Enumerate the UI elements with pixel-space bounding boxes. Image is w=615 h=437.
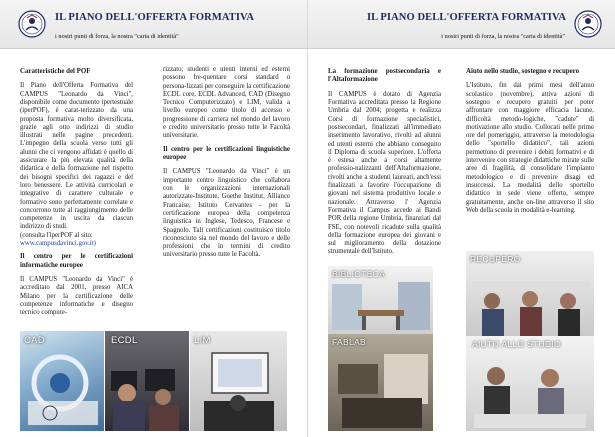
section-heading-lang-cert: Il centro per le certificazioni linguistiche europee [163,145,290,162]
right-header [308,0,615,49]
paragraph-lang-cert: Il CAMPUS "Leonardo da Vinci" è un importante centro linguistico che collabora con le organizzazioni internazionali autorizzate-Institute, Goethe Institut, Alliance Francaise, Istituto Cervantes - per la certificazione europea della competenza linguistica in Inglese, Tedesco, Francese e Spagnolo. Tali certificazioni costituisco titolo riconosciuto sia nel mondo del lavoro e delle professioni che in termini di credito universitario presso tutte le Facoltà. [163,168,290,259]
column-3 [328,68,441,262]
photo-caption-biblioteca: BIBLIOTECA [332,269,386,279]
photo-aiuto-studio [466,336,594,431]
photo-caption-recupero: RECUPERO [470,254,521,264]
section-heading-support: Aiuto nello studio, sostegno e recupero [466,68,580,75]
photo-biblioteca [328,266,433,334]
page-subtitle: i nostri punti di forza, la nostra "carta di identità" [441,33,565,40]
column-2 [163,66,290,265]
photo-recupero [466,251,594,336]
photo-fablab [328,334,433,431]
photo-caption-fablab: FABLAB [332,337,366,347]
left-page [0,0,307,437]
photo-caption-aiuto-studio: AIUTO ALLO STUDIO [472,339,562,349]
school-logo-icon [18,10,46,38]
left-header [0,0,307,49]
photo-cad [20,331,104,431]
photo-caption-ecdl: ECDL [111,335,138,346]
page-title: IL PIANO DELL'OFFERTA FORMATIVA [55,12,255,23]
column-1 [20,68,133,323]
photo-ecdl [105,331,189,431]
cad-drawing-icon [20,331,104,431]
paragraph-it-cert-cont: rizzato; studenti e utenti interni ed esterni possono fre-quentare corsi standard o persona-lizzati per conseguire la certificazione ECDL core, ECDL Advanced, CAD (Disegno Tecnico Computerizzato) e LIM, valida a livello europeo come titolo di accesso e progressione di carriera nel mondo del lavoro e credito universitario presso tutte le Facoltà universitarie. [163,66,290,140]
section-heading-postsecondary: La formazione postsecondaria e l'Altaformazione [328,68,441,84]
page-subtitle: i nostri punti di forza, la nostra "carta di identità" [55,33,179,40]
page-title: IL PIANO DELL'OFFERTA FORMATIVA [366,12,566,23]
study-help-icon [466,336,594,431]
section-heading-it-cert: Il centro per le certificazioni informatiche europee [20,253,133,269]
photo-caption-cad: CAD [24,335,45,346]
photo-lim [190,331,287,431]
paragraph-pof: Il Piano dell'Offerta Formativa del CAMPUS "Leonardo da Vinci", disponibile come documento ipertestuale (iperPOF), è carat-terizzato da una proposta formativa molto diversificata, grazie agli otto indirizzi di studio illustrati nelle pagine precedenti. L'impegno della scuola verso tutti gli alunni che ci vengono affidati è quello di assicurare la più elevata qualità della didattica e della formazione nel rispetto dei bisogni specifici dei ragazzi e del loro benessere. Le attività curricolari e integrative di carattere culturale e formativo sono perfettamente correlate e concorrono tutte al raggiungimento delle competenze in uscita da ciascun indirizzo di studi. (consulta l'iperPOF al sito: www.campusdavinci.gov.it) [20,82,133,248]
students-computers-icon [105,331,189,431]
photo-caption-lim: LIM [194,335,211,346]
column-4 [466,68,594,220]
paragraph-postsecondary: Il CAMPUS è dotato di Agenzia Formativa accreditata presso la Regione Umbria dal 2004; progetta e realizza Corsi di formazione specialistici, postsecondari, finalizzati all'immediato inserimento lavorativo, rivolti ad alunni ed utenti esterni che abbiano conseguito il Diploma di scuola superiore. L'offerta è estesa anche a corsi altamente professio-nalizzanti dell'Altaformazione, rivolti anche a studenti laureati, anch'essi finalizzati a favorire l'occupazione di giovani nel sistema produttivo locale e nazionale. Attraverso l' Agenzia Formativa il Campus accede ai Bandi POR della regione Umbria, finanziati dal FSE, con notevoli ricadute sulla qualità della formazione europea dei giovani e sul miglioramento della dotazione strumentale dell'Istituto. [328,90,441,256]
section-heading-pof: Caratteristiche del POF [20,68,91,75]
interactive-whiteboard-icon [190,331,287,431]
website-link[interactable]: www.campusdavinci.gov.it) [20,240,96,248]
fablab-workshop-icon [328,334,433,431]
paragraph-it-cert: Il CAMPUS "Leonardo da Vinci" è accreditato dal 2001, presso AICA Milano per la certificazione delle competenze informatiche e disegno tecnico compute- [20,276,133,317]
right-page [308,0,615,437]
paragraph-support: L'Istituto, fin dai primi mesi dell'anno scolastico (novembre), attiva azioni di sostegno e recupero gratuiti per poter affrontare con maggiore efficacia lacune, difficoltà metodo-logiche, "cadute" di motivazione allo studio. Collocati nelle prime ore del pomeriggio, attraverso la metodologia dello "sportello didattico", tali azioni permettono di prevenire i debiti formativi e di intervenire con strategie didattiche mirate sulle aree di fragilità, di consolidare l'impianto metodologico e di prevenire disagi ed insuccessi. La modalità dello sportello didattico in sede viene offerto, sempre gratuitamente, anche on-line attraverso il sito Web della scuola in modalità e-learning. [466,82,594,214]
school-logo-icon [574,10,602,38]
